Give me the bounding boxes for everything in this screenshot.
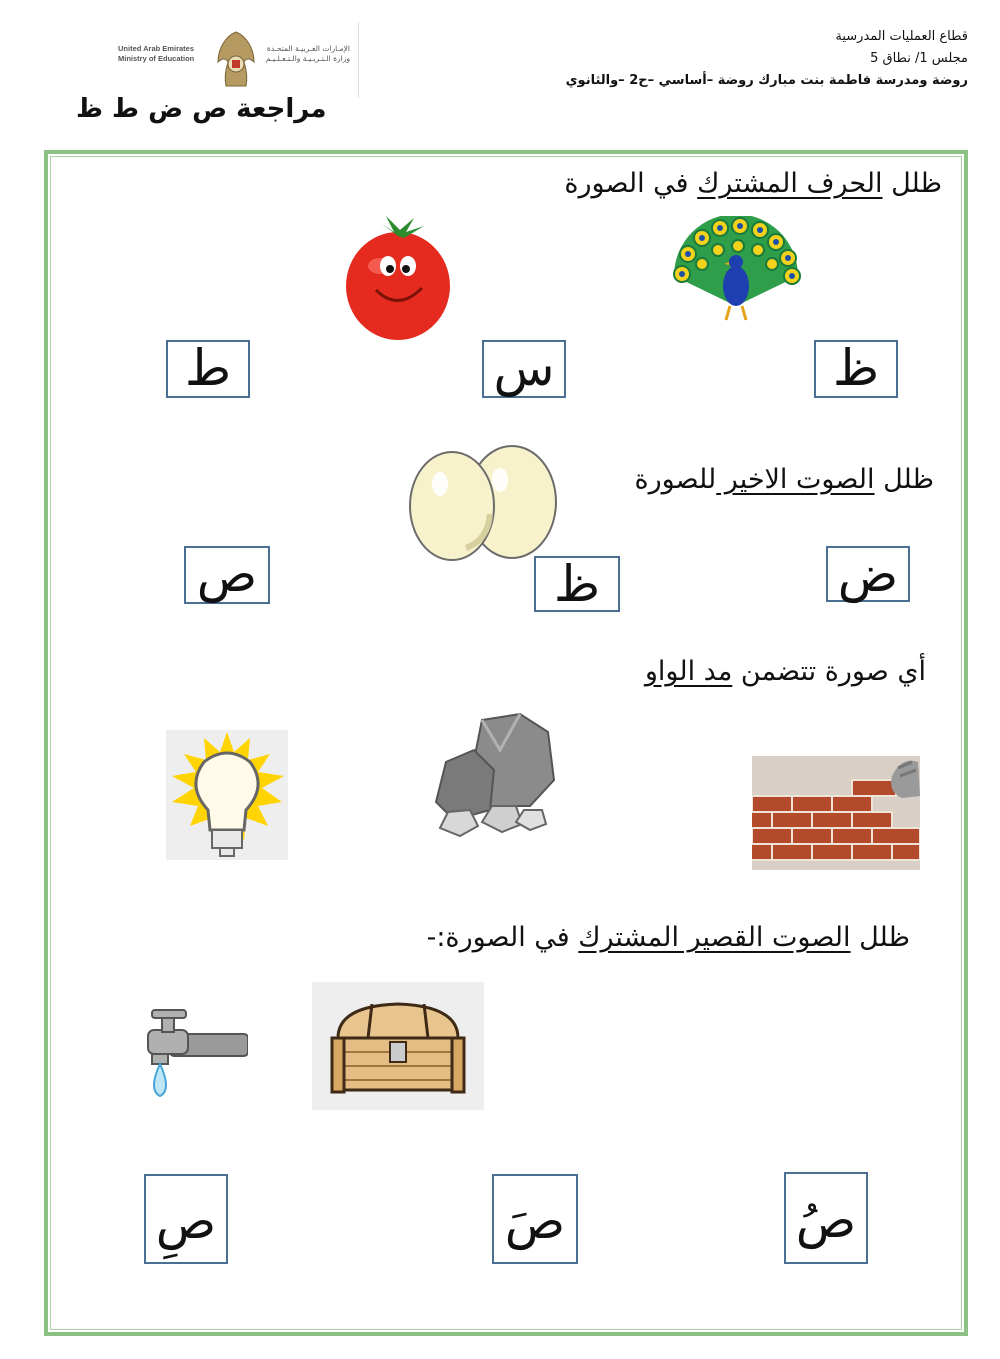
- logo-arabic-text: الإمـارات العـربيـة المتحـدة وزارة الـتـربـيـة والـتـعـلـيـم: [265, 44, 350, 63]
- uae-falcon-emblem-icon: [212, 28, 260, 92]
- question-3: أي صورة تتضمن مد الواو: [644, 656, 926, 687]
- question-2: ظلل الصوت الاخير للصورة: [634, 464, 934, 495]
- header-line-council: مجلس 1/ نطاق 5: [870, 51, 968, 66]
- letter-box-2-3[interactable]: ص: [184, 546, 270, 604]
- eggs-icon: [406, 444, 560, 562]
- light-bulb-icon[interactable]: [166, 730, 288, 860]
- letter-box-4-1[interactable]: صُ: [784, 1172, 868, 1264]
- page-title: مراجعة ص ض ط ظ: [76, 94, 327, 124]
- question-4: ظلل الصوت القصير المشترك في الصورة:-: [426, 922, 910, 953]
- rocks-icon[interactable]: [430, 710, 556, 838]
- question-1: ظلل الحرف المشترك في الصورة: [564, 168, 942, 199]
- water-tap-icon[interactable]: [142, 990, 248, 1120]
- header-school-info: [548, 26, 968, 92]
- header-line-school: روضة ومدرسة فاطمة بنت مبارك روضة –أساسي –ح2 –والثانوي: [565, 73, 968, 88]
- peacock-icon: [666, 216, 806, 326]
- letter-box-4-3[interactable]: صِ: [144, 1174, 228, 1264]
- letter-box-4-2[interactable]: صَ: [492, 1174, 578, 1264]
- letter-box-1-2[interactable]: س: [482, 340, 566, 398]
- letter-box-2-1[interactable]: ض: [826, 546, 910, 602]
- header-line-operations: قطاع العمليات المدرسية: [835, 29, 968, 44]
- letter-box-1-1[interactable]: ظ: [814, 340, 898, 398]
- brick-wall-icon[interactable]: [752, 756, 920, 870]
- letter-box-1-3[interactable]: ط: [166, 340, 250, 398]
- letter-box-2-2[interactable]: ظ: [534, 556, 620, 612]
- ministry-logo: [108, 22, 359, 98]
- treasure-chest-icon[interactable]: [312, 982, 484, 1110]
- tomato-icon: [342, 214, 454, 342]
- logo-english-text: United Arab Emirates Ministry of Education: [118, 44, 195, 63]
